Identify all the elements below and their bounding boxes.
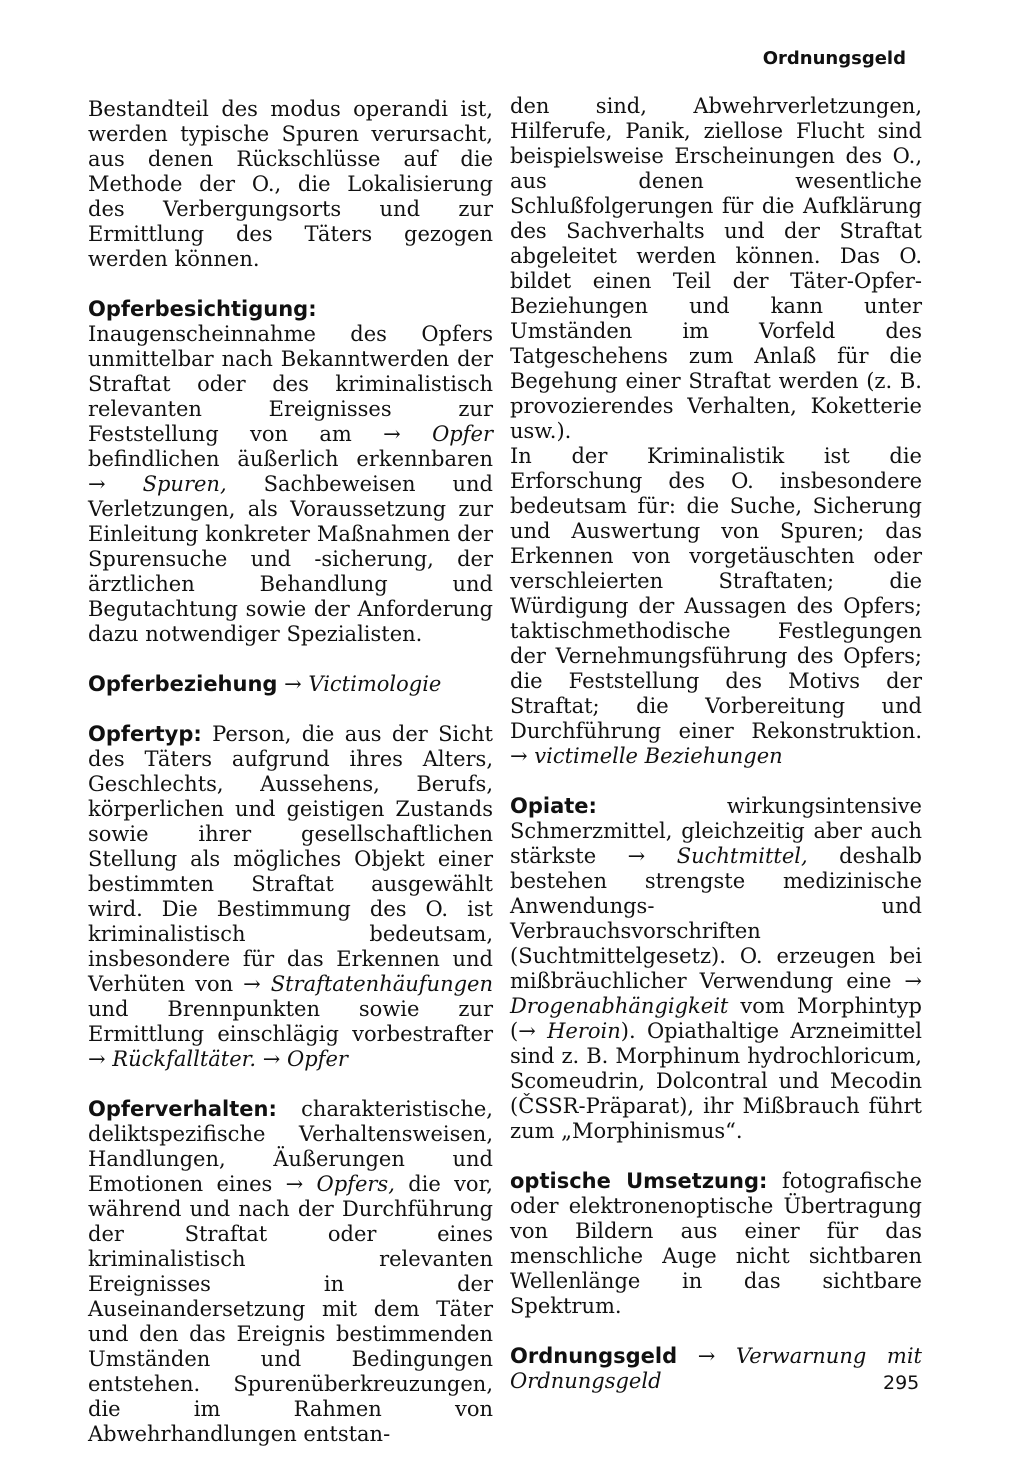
entry-text: fotografische oder elektronenoptische Übertragung von Bildern aus einer für das menschliche Auge nicht sichtbaren Wellenlänge in das sichtbare Spektrum.	[510, 1169, 922, 1318]
entry-term: Opferverhalten:	[88, 1097, 277, 1121]
entry-opferbesichtigung	[88, 297, 493, 647]
cross-reference: Heroin	[547, 1019, 621, 1043]
entry-term: optische Umsetzung:	[510, 1169, 768, 1193]
entry-term: Opferbesichtigung:	[88, 297, 317, 321]
entry-text: Inaugenscheinnahme des Opfers unmittelbar nach Bekanntwerden der Straftat oder des kriminalistisch relevanten Ereignisses zur Feststellung von am →	[88, 322, 493, 446]
cross-reference: Suchtmittel,	[676, 844, 808, 868]
entry-term: Opfertyp:	[88, 722, 202, 746]
entry-text: ). Opiathaltige Arzneimittel sind z. B. Morphinum hydrochloricum, Scomeudrin, Dolcontral und Mecodin (ČSSR-Präparat), ihr Mißbrauch führt zum „Morphinismus“.	[510, 1019, 922, 1143]
cross-reference: Verwarnung mit Ordnungsgeld	[510, 1344, 922, 1393]
page-number: 295	[883, 1372, 920, 1394]
entry-text: befindlichen äußerlich erkennbaren →	[88, 447, 493, 496]
entry-ordnungsgeld	[510, 1344, 922, 1394]
entry-text: und Brennpunkten sowie zur Ermittlung einschlägig vorbestrafter →	[88, 997, 493, 1071]
entry-text: vom Morphintyp (→	[510, 994, 922, 1043]
cross-reference: victimelle Beziehungen	[534, 744, 783, 768]
cross-reference: Drogenabhängigkeit	[510, 994, 729, 1018]
entry-term: Opferbeziehung	[88, 672, 278, 696]
entry-opferbeziehung	[88, 672, 493, 697]
left-column	[88, 97, 493, 1447]
arrow-icon: →	[256, 1047, 288, 1071]
cross-reference: Opfer	[287, 1047, 348, 1071]
right-column	[510, 94, 922, 1394]
cross-reference: Rückfalltäter.	[112, 1047, 257, 1071]
cross-reference: Straftatenhäufungen	[270, 972, 493, 996]
entry-term: Ordnungsgeld	[510, 1344, 678, 1368]
arrow-icon: →	[277, 672, 309, 696]
entry-text: deshalb bestehen strengste medizinische Anwendungs- und Verbrauchsvorschriften (Suchtmittelgesetz). O. erzeugen bei mißbräuchlicher Verwendung eine →	[510, 844, 923, 993]
cross-reference: Opfers,	[316, 1172, 395, 1196]
running-head: Ordnungsgeld	[762, 48, 906, 69]
entry-text: Person, die aus der Sicht des Täters aufgrund ihres Alters, Geschlechts, Aussehens, Berufs, körperlichen und geistigen Zustands sowie ihrer gesellschaftlichen Stellung als mögliches Objekt einer bestimmten Straftat ausgewählt wird. Die Bestimmung des O. ist kriminalistisch bedeutsam, insbesondere für das Erkennen und Verhüten von →	[88, 722, 493, 996]
continued-paragraph	[510, 444, 922, 769]
cross-reference: Spuren,	[142, 472, 227, 496]
entry-text: Sachbeweisen und Verletzungen, als Voraussetzung zur Einleitung konkreter Maßnahmen der Spurensuche und -sicherung, der ärztlichen Behandlung und Begutachtung sowie der Anforderung dazu notwendiger Spezialisten.	[88, 472, 493, 646]
entry-opiate	[510, 794, 922, 1144]
entry-optische-umsetzung	[510, 1169, 922, 1319]
entry-opferverhalten	[88, 1097, 493, 1447]
cross-reference: Opfer	[432, 422, 493, 446]
arrow-icon: →	[677, 1344, 737, 1368]
entry-text: In der Kriminalistik ist die Erforschung des O. insbesondere bedeutsam für: die Suche, Sicherung und Auswertung von Spuren; das Erkennen von vorgetäuschten oder verschleierten Straftaten; die Würdigung der Aussagen des Opfers; taktischmethodische Festlegungen der Vernehmungsführung des Opfers; die Feststellung des Motivs der Straftat; die Vorbereitung und Durchführung einer Rekonstruktion. →	[510, 444, 922, 768]
cross-reference: Victimologie	[308, 672, 442, 696]
entry-opfertyp	[88, 722, 493, 1072]
continued-paragraph: Bestandteil des modus operandi ist, werden typische Spuren verursacht, aus denen Rückschlüsse auf die Methode der O., die Lokalisierung des Verbergungsorts und zur Ermittlung des Täters gezogen werden können.	[88, 97, 493, 271]
entry-text: wirkungsintensive Schmerzmittel, gleichzeitig aber auch stärkste →	[510, 794, 922, 868]
continued-paragraph: den sind, Abwehrverletzungen, Hilferufe, Panik, ziellose Flucht sind beispielsweise Erscheinungen des O., aus denen wesentliche Schlußfolgerungen für die Aufklärung des Sachverhalts und der Straftat abgeleitet werden können. Das O. bildet einen Teil der Täter-Opfer-Beziehungen und kann unter Umständen im Vorfeld des Tatgeschehens zum Anlaß für die Begehung einer Straftat werden (z. B. provozierendes Verhalten, Koketterie usw.).	[510, 94, 922, 443]
entry-text: charakteristische, deliktspezifische Verhaltensweisen, Handlungen, Äußerungen und Emotionen eines →	[88, 1097, 493, 1196]
entry-term: Opiate:	[510, 794, 597, 818]
entry-text: die vor, während und nach der Durchführung der Straftat oder eines kriminalistisch relevanten Ereignisses in der Auseinandersetzung mit dem Täter und den das Ereignis bestimmenden Umständen und Bedingungen entstehen. Spurenüberkreuzungen, die im Rahmen von Abwehrhandlungen entstan-	[88, 1172, 493, 1446]
